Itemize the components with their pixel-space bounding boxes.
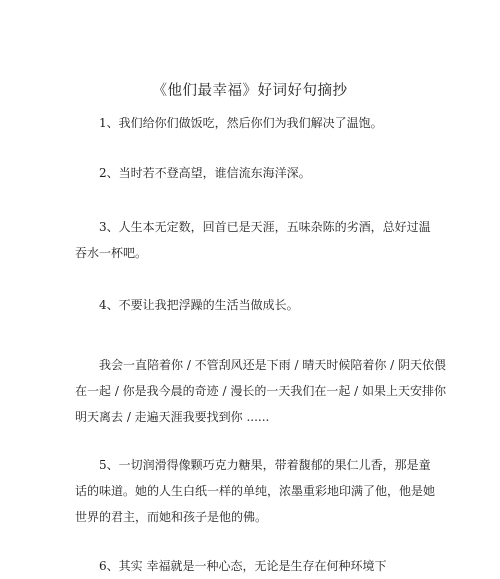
document-title: 《他们最幸福》好词好句摘抄 <box>152 83 348 99</box>
paragraph-3 <box>75 214 435 266</box>
paragraph-1 <box>75 110 435 136</box>
paragraph-line: 2、当时若不登高望，谁信流东海洋深。 <box>99 166 311 180</box>
paragraph-4 <box>75 292 435 318</box>
paragraph-line: 吞水一杯吧。 <box>75 246 148 260</box>
paragraph-line: 我会一直陪着你 / 不管刮风还是下雨 / 晴天时候陪着你 / 阴天依偎 <box>99 358 447 372</box>
paragraph-line: 4、不要让我把浮躁的生活当做成长。 <box>99 298 299 312</box>
paragraph-line: 世界的君主，而她和孩子是他的佛。 <box>75 510 268 524</box>
paragraph-line: 1、我们给你们做饭吃，然后你们为我们解决了温饱。 <box>99 116 383 130</box>
paragraph-line: 明天离去 / 走遍天涯我要找到你 ...... <box>75 410 270 424</box>
paragraph-line: 话的味道。她的人生白纸一样的单纯，浓墨重彩地印满了他，他是她 <box>75 484 436 498</box>
paragraph-6 <box>75 553 435 579</box>
paragraph-5 <box>75 452 435 530</box>
lyrics-paragraph <box>75 352 447 430</box>
paragraph-line: 6、其实 幸福就是一种心态，无论是生存在何种环境下 <box>99 559 387 573</box>
paragraph-line: 在一起 / 你是我今晨的奇迹 / 漫长的一天我们在一起 / 如果上天安排你 <box>75 384 447 398</box>
paragraph-line: 3、人生本无定数，回首已是天涯，五味杂陈的劣酒，总好过温 <box>99 220 431 234</box>
paragraph-line: 5、一切润滑得像颗巧克力糖果，带着馥郁的果仁儿香，那是童 <box>99 458 431 472</box>
paragraph-2 <box>75 160 435 186</box>
